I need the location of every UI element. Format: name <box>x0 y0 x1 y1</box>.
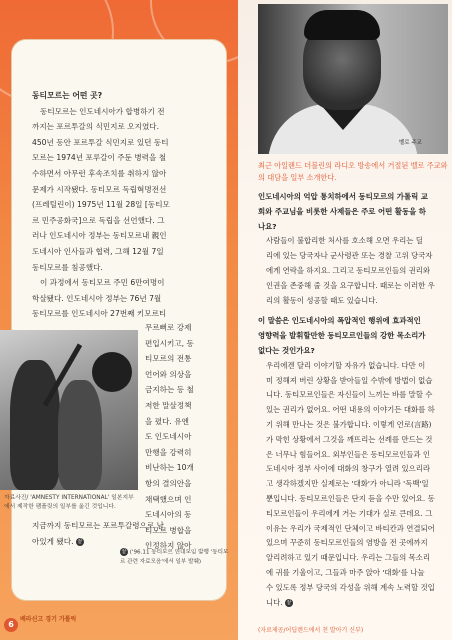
photo-caption-left: 자료사진/ 'AMNESTY INTERNATIONAL' 일본지부에서 제작한 팸플릿의 일부를 옮긴 것입니다. <box>4 495 134 510</box>
answer-line: 알리려하고 있기 때문입니다. 우리는 그들의 목소리 <box>266 553 431 563</box>
text-line: (프레틸린이) 1975년 11월 28일 [동티모 <box>32 200 170 210</box>
text-line: 만행을 강력히 <box>145 447 192 457</box>
answer-line: 기 위해 만나는 것은 불가합니다. 이렇게 언로(言路) <box>266 419 432 429</box>
text-line: 금지하는 등 철 <box>145 385 194 395</box>
answer-1 <box>258 234 448 308</box>
photo-caption-right: 최근 아일랜드 더블린의 라디오 방송에서 거절된 벨로 주교와의 대담을 일부 소개한다. <box>258 161 448 182</box>
source-note <box>120 548 230 567</box>
text-line: 수하면서 아무런 후속조치를 취하지 않아 <box>32 168 167 178</box>
text-line: 르 민주공화국]으로 독립을 선언했다. 그 <box>32 215 165 225</box>
answer-line: 있는 권리가 없어요. 어떤 내용의 이야기든 대화를 하 <box>266 405 435 415</box>
text-line: 러나 인도네시아 정부는 동티모르내 親인 <box>32 231 167 241</box>
question-2 <box>258 314 448 358</box>
source-credit: (자료제공/어딥렌드에서 천 발아기 신부) <box>258 627 364 634</box>
answer-line: 고 생각하겠지만 실제로는 '대화'가 아니라 '독백'일 <box>266 479 429 489</box>
bishop-photo <box>258 4 448 154</box>
answer-line: 니다. 끝 <box>266 597 292 607</box>
answer-2 <box>258 359 448 611</box>
left-para1 <box>32 104 222 276</box>
text-line: 모르는 1974년 포루갈이 주둔 병력을 철 <box>32 153 167 163</box>
text-line: 채택했으며 인 <box>145 494 192 504</box>
left-para2-end <box>32 518 227 549</box>
answer-line: 미 정해져 버린 상황을 받아들일 수밖에 방법이 없습 <box>266 375 433 385</box>
text-line: 도 인도네시아 <box>145 432 192 442</box>
text-line: 450년 동안 포르투갈 식민지로 있던 동티 <box>32 137 169 147</box>
question-1 <box>258 190 448 234</box>
text-line: 티모르 병합을 <box>145 525 192 535</box>
answer-line: 뿐입니다. 동티모르인들은 단지 듣을 수만 있어요. 동 <box>266 493 435 503</box>
helmet-shape <box>92 352 132 392</box>
text-line: 비난하는 10개 <box>145 463 194 473</box>
hair-shape <box>304 10 380 40</box>
source-note-text: ('96.11 동티모르 연대모임 발행 '동티모르 관련 자료모음'에서 일부 발췌) <box>120 549 229 565</box>
answer-line: 에 귀를 기울이고, 그들과 마주 앉아 '대화'를 나눌 <box>266 567 425 577</box>
question-line: 회와 주교님을 비롯한 사제들은 주로 어떤 활동을 하 <box>258 206 426 216</box>
text-line: 인정하지 않아 <box>145 541 192 551</box>
answer-line: 있으며 꾸준히 동티모르인들의 염방을 전 곳에까지 <box>266 538 428 548</box>
answer-line: 이유는 우리가 국제적인 단체이고 바티칸과 연결되어 <box>266 523 435 533</box>
left-heading: 동티모르는 어떤 곳? <box>32 91 103 100</box>
interview <box>258 190 448 610</box>
text-line: 학살됐다. 인도네시아 정부는 76년 7월 <box>32 293 162 303</box>
text-line: 동티모르를 침공했다. <box>32 262 103 272</box>
text-line: 동티모르를 인도네시아 27번째 키모르티 <box>32 309 167 319</box>
text-line: 도네시아의 동 <box>145 510 192 520</box>
photo-label: 벨로 주교 <box>398 140 422 146</box>
answer-line: 도네시아 정부 사이에 대화의 창구가 열려 있으리라 <box>266 464 431 474</box>
protest-photo <box>0 330 138 490</box>
text-line: 편입시키고, 동 <box>145 338 194 348</box>
page-number: 6 <box>4 618 18 632</box>
question-line: 인도네시아의 억압 통치하에서 동티모르의 가톨릭 교 <box>258 192 428 201</box>
magazine-name: 베라신고 경기 가톨릭 <box>20 616 77 623</box>
answer-line: 티모르인들이 우리에게 거는 기대가 실로 큰데요. 그 <box>266 508 433 518</box>
text-line: 을 폈다. 유엔 <box>145 416 189 426</box>
answer-line: 가 막힌 상황에서 그것을 깨뜨리는 선례를 만드는 것 <box>266 434 433 444</box>
answer-line: 리의 활동이 성공할 때도 있습니다. <box>266 295 378 305</box>
end-mark: 끝 <box>77 538 83 545</box>
text-line: 지금까지 동티모르는 포르투갈령으로 남 <box>32 521 164 530</box>
answer-line: 니다. 동티모르인들은 자신들이 느끼는 바를 말할 수 <box>266 390 433 400</box>
article-left <box>32 88 222 322</box>
end-mark: 끝 <box>286 599 292 606</box>
answer-line: 은 너무나 힘들어요. 외부인들은 동티모르인들과 인 <box>266 449 431 459</box>
answer-line: 우리에겐 달리 이야기할 자유가 없습니다. 다만 이 <box>266 360 426 370</box>
text-line: 도네시아 인사들과 협력, 그해 12월 7일 <box>32 246 164 256</box>
text-line: 저한 말살정책 <box>145 400 192 410</box>
text-line: 무르뻐로 강제 <box>145 323 192 332</box>
answer-line: 사람들이 불합리한 처사를 호소해 오면 우리는 딜 <box>266 236 423 246</box>
text-line: 문제가 시작됐다. 동티모르 독립혁명전선 <box>32 184 167 194</box>
text-line: 티모르의 전통 <box>145 354 192 364</box>
left-para2-full <box>32 275 222 322</box>
question-line: 이 말씀은 인도네시아의 폭압적인 행위에 효과적인 <box>258 316 421 326</box>
text-line: 항의 결의안을 <box>145 478 192 488</box>
text-line: 동티모르는 인도네시아가 합병하기 전 <box>40 106 165 116</box>
text-line: 까지는 포르투갈의 식민지로 오지였다. <box>32 122 160 132</box>
figure-shape <box>58 380 102 490</box>
text-line: 언어와 의상을 <box>145 369 192 379</box>
question-line: 영향력을 발휘할만한 동티모르인들의 강한 목소리가 <box>258 331 426 341</box>
answer-line: 인권을 존중해 줄 것을 요구합니다. 때로는 이러한 우 <box>266 280 435 290</box>
answer-line: 수 있도록 정부 당국의 각성을 위해 계속 노력할 것입 <box>266 582 435 592</box>
question-line: 없다는 것인가요? <box>258 345 315 355</box>
answer-line: 리에 있는 당국자나 군사령관 또는 경찰 고위 당국자 <box>266 251 433 261</box>
answer-line: 에게 연락을 하지요. 그리고 동티모르인들의 권리와 <box>266 265 431 275</box>
text-line: 이 과정에서 동티모르 주민 6만여명이 <box>40 278 165 288</box>
figure-shape <box>10 360 60 490</box>
question-line: 나요? <box>258 221 277 231</box>
text-line: 아있게 됐다. 끝 <box>32 536 83 546</box>
end-mark: 끝 <box>121 549 127 555</box>
